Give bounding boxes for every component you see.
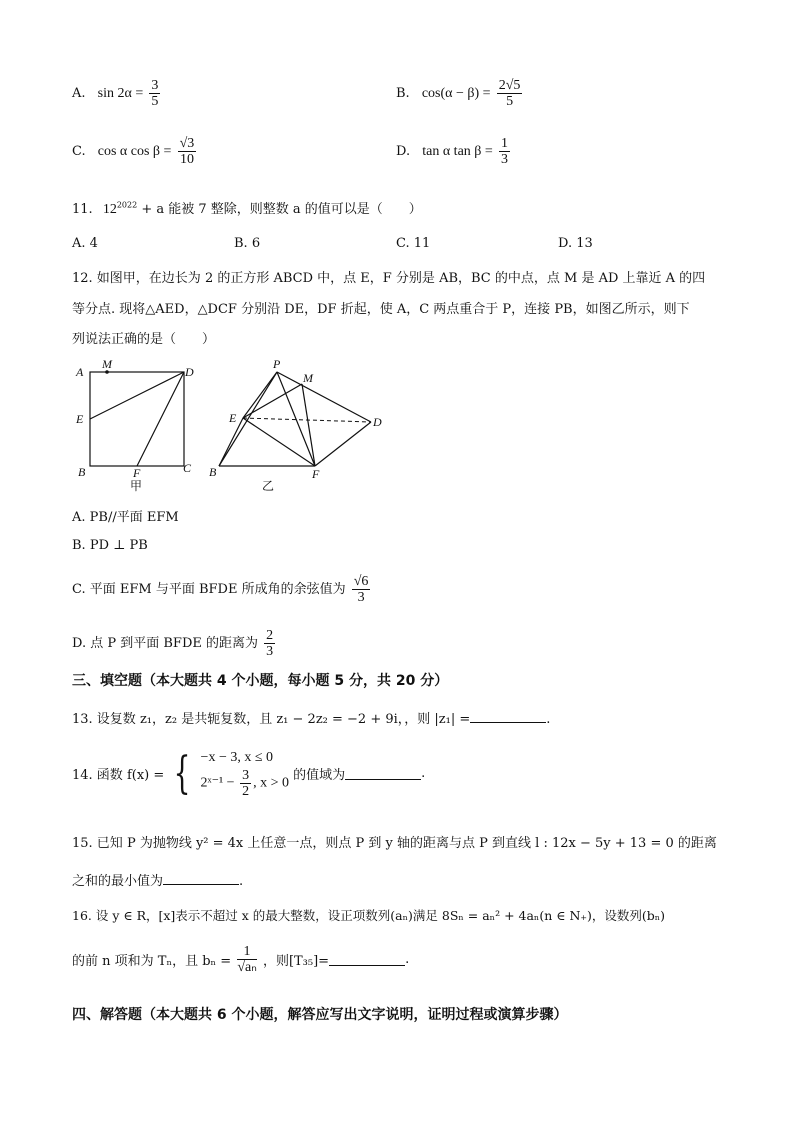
answer-blank[interactable] xyxy=(163,872,239,885)
power-exponent: 2022 xyxy=(116,200,138,210)
answer-blank[interactable] xyxy=(329,953,405,966)
q12-line-1: 12. 如图甲，在边长为 2 的正方形 ABCD 中，点 E，F 分别是 AB，BC 的中点，点 M 是 AD 上靠近 A 的四 xyxy=(72,271,706,286)
option-label: D. xyxy=(396,144,411,159)
label-e: E xyxy=(76,412,84,426)
answer-blank[interactable] xyxy=(345,767,421,780)
label-b: B xyxy=(78,465,86,479)
figure-folded-pyramid xyxy=(205,356,390,496)
q10-option-a xyxy=(72,78,162,109)
numerator: 2√5 xyxy=(498,78,521,93)
label-p: P xyxy=(273,357,281,371)
fraction xyxy=(237,944,256,975)
fraction xyxy=(499,136,510,167)
option-expression: cos(α − β) = xyxy=(421,86,491,101)
q16-line-1: 16. 设 y ∈ R，[x]表示不超过 x 的最大整数，设正项数列(aₙ)满足 8Sₙ = aₙ² + 4aₙ(n ∈ N₊)，设数列(bₙ) xyxy=(72,908,666,923)
case-2-condition: , x > 0 xyxy=(253,775,289,791)
fraction xyxy=(240,768,251,799)
q12-option-c xyxy=(72,574,372,605)
segment-ef xyxy=(243,418,315,466)
segment-ed xyxy=(90,372,184,419)
q11-stem xyxy=(72,198,422,218)
question-text: 13. 设复数 z₁，z₂ 是共轭复数，且 z₁ − 2z₂ = −2 + 9i，，则 |z₁| = xyxy=(72,712,471,727)
question-suffix: 的值域为 xyxy=(293,768,346,783)
denominator: √aₙ xyxy=(237,960,257,975)
label-d: D xyxy=(185,365,194,379)
segment-pf xyxy=(277,372,315,466)
denominator: 3 xyxy=(357,590,365,605)
numerator: √6 xyxy=(353,574,369,589)
case-1: −x − 3, x ≤ 0 xyxy=(200,750,274,765)
label-b: B xyxy=(209,465,217,479)
power-base: 12 xyxy=(102,202,117,217)
answer-blank[interactable] xyxy=(470,710,546,723)
segment-pb xyxy=(219,372,277,466)
period: . xyxy=(546,712,551,727)
fraction xyxy=(352,574,371,605)
option-expression: sin 2α = xyxy=(97,86,144,101)
fraction xyxy=(149,78,160,109)
question-number: 11. xyxy=(72,202,93,217)
q10-option-b xyxy=(396,78,524,109)
option-label: A. xyxy=(72,86,86,101)
q11-option-a: A. 4 xyxy=(72,236,98,251)
label-d: D xyxy=(373,415,382,429)
q15-line-2 xyxy=(72,870,243,889)
question-text: + a 能被 7 整除，则整数 a 的值可以是（ ） xyxy=(141,202,422,217)
period: . xyxy=(405,952,410,967)
denominator: 5 xyxy=(506,94,514,109)
numerator: 1 xyxy=(237,944,256,960)
label-f: F xyxy=(133,466,141,480)
fraction xyxy=(497,78,523,109)
figure-caption-yi: 乙 xyxy=(262,479,275,493)
fraction xyxy=(264,628,275,659)
q15-line-1: 15. 已知 P 为抛物线 y² = 4x 上任意一点，则点 P 到 y 轴的距离与点 P 到直线 l : 12x − 5y + 13 = 0 的距离 xyxy=(72,836,717,851)
period: . xyxy=(421,766,426,781)
q12-line-3: 列说法正确的是（ ） xyxy=(72,332,216,347)
section-heading-fill-in: 三、填空题（本大题共 4 个小题，每小题 5 分，共 20 分） xyxy=(72,673,449,689)
figure-square-abcd xyxy=(70,356,200,496)
label-f: F xyxy=(312,467,320,481)
numerator: 3 xyxy=(242,768,250,783)
question-text: 的前 n 项和为 Tₙ，且 bₙ = xyxy=(72,954,232,969)
fraction xyxy=(178,136,197,167)
segment-fd xyxy=(137,372,184,466)
label-m: M xyxy=(303,371,313,385)
option-expression: cos α cos β = xyxy=(97,144,172,159)
label-m: M xyxy=(102,357,112,371)
section-heading-solutions: 四、解答题（本大题共 6 个小题，解答应写出文字说明，证明过程或演算步骤） xyxy=(72,1007,568,1023)
q14 xyxy=(72,748,425,799)
q10-option-c xyxy=(72,136,198,167)
denominator: 5 xyxy=(151,94,159,109)
left-brace: { xyxy=(174,747,191,799)
numerator: 3 xyxy=(151,78,159,93)
period: . xyxy=(239,874,244,889)
q16-line-2 xyxy=(72,944,409,975)
question-text: 之和的最小值为 xyxy=(72,874,164,889)
label-c: C xyxy=(183,461,192,475)
q12-option-d xyxy=(72,628,277,659)
option-label: C. xyxy=(72,144,86,159)
q13 xyxy=(72,708,550,727)
option-text: D. 点 P 到平面 BFDE 的距离为 xyxy=(72,636,258,651)
option-text: C. 平面 EFM 与平面 BFDE 所成角的余弦值为 xyxy=(72,582,346,597)
function-prefix: 14. 函数 f(x) = xyxy=(72,768,165,783)
denominator: 2 xyxy=(242,784,250,799)
numerator: √3 xyxy=(179,136,195,151)
q12-option-b: B. PD ⊥ PB xyxy=(72,538,148,553)
q11-option-b: B. 6 xyxy=(234,236,261,251)
q11-option-c: C. 11 xyxy=(396,236,431,251)
denominator: 3 xyxy=(500,152,508,167)
segment-mf xyxy=(302,384,315,466)
option-expression: tan α tan β = xyxy=(422,144,493,159)
option-label: B. xyxy=(396,86,410,101)
numerator: 2 xyxy=(266,628,274,643)
q11-option-d: D. 13 xyxy=(558,236,593,251)
label-a: A xyxy=(76,365,84,379)
segment-pd xyxy=(277,372,371,422)
figure-caption-jia: 甲 xyxy=(130,479,143,493)
q12-option-a: A. PB//平面 EFM xyxy=(72,510,179,525)
segment-fd xyxy=(315,422,371,466)
segment-be xyxy=(219,418,243,466)
label-e: E xyxy=(229,411,237,425)
segment-pe xyxy=(243,372,277,418)
denominator: 10 xyxy=(179,152,194,167)
numerator: 1 xyxy=(500,136,508,151)
case-2-expr: 2ˣ⁻¹ − xyxy=(200,775,235,791)
q12-line-2: 等分点. 现将△AED，△DCF 分别沿 DE，DF 折起，使 A，C 两点重合于 P，连接 PB，如图乙所示，则下 xyxy=(72,302,690,317)
case-2 xyxy=(201,768,289,799)
piecewise-cases xyxy=(201,748,289,799)
denominator: 3 xyxy=(266,644,274,659)
question-text-tail: ，则[T₃₅]= xyxy=(262,954,330,969)
square-outline xyxy=(90,372,184,466)
q10-option-d xyxy=(396,136,512,167)
